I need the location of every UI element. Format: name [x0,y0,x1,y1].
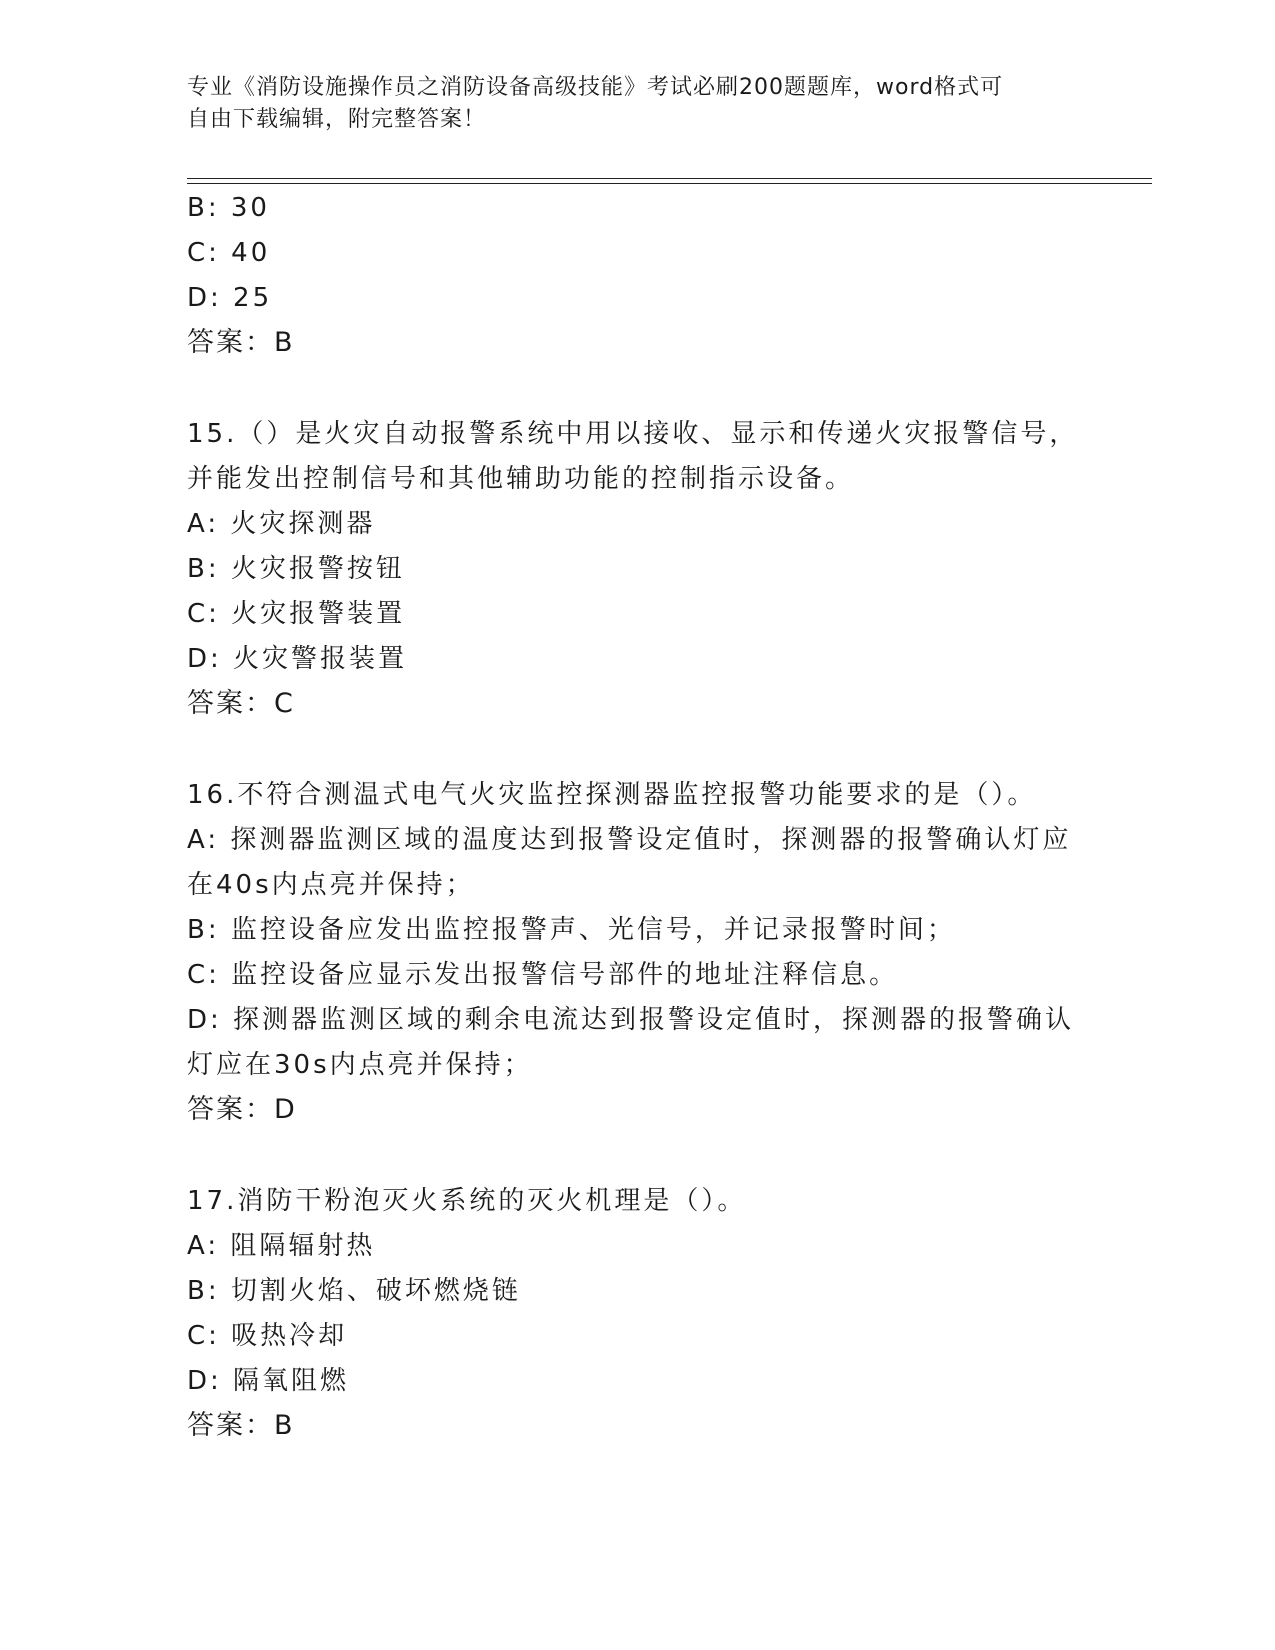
q16-option-b: B: 监控设备应发出监控报警声、光信号，并记录报警时间； [187,915,956,945]
header-line-1: 专业《消防设施操作员之消防设备高级技能》考试必刷200题题库，word格式可 [187,75,1004,100]
prev-answer: 答案：B [187,327,295,358]
q15-answer: 答案：C [187,688,295,719]
q16-option-d-line-1: D: 探测器监测区域的剩余电流达到报警设定值时，探测器的报警确认 [187,1005,1075,1035]
q17-option-c: C: 吸热冷却 [187,1321,348,1351]
q16-option-a-line-1: A: 探测器监测区域的温度达到报警设定值时，探测器的报警确认灯应 [187,825,1072,855]
q16-text: 16.不符合测温式电气火灾监控探测器监控报警功能要求的是（）。 [187,780,1037,810]
header-divider-top [187,178,1152,179]
q15-option-d: D: 火灾警报装置 [187,644,408,674]
q15-text-line-2: 并能发出控制信号和其他辅助功能的控制指示设备。 [187,464,855,494]
prev-option-c: C: 40 [187,238,271,268]
q17-option-a: A: 阻隔辐射热 [187,1231,376,1261]
q15-text-line-1: 15.（）是火灾自动报警系统中用以接收、显示和传递火灾报警信号， [187,419,1079,449]
q16-option-d-line-2: 灯应在30s内点亮并保持； [187,1050,533,1080]
q16-option-c: C: 监控设备应显示发出报警信号部件的地址注释信息。 [187,960,899,990]
prev-option-b: B: 30 [187,193,270,223]
q17-option-b: B: 切割火焰、破坏燃烧链 [187,1276,521,1306]
document-header [187,72,1067,136]
q16-answer: 答案：D [187,1094,297,1125]
q17-text: 17.消防干粉泡灭火系统的灭火机理是（）。 [187,1186,747,1216]
q17-option-d: D: 隔氧阻燃 [187,1366,350,1396]
q16-option-a-line-2: 在40s内点亮并保持； [187,870,475,900]
prev-option-d: D: 25 [187,283,273,313]
q17-answer: 答案：B [187,1410,295,1441]
q15-option-c: C: 火灾报警装置 [187,599,406,629]
header-divider-bottom [187,183,1152,184]
q15-option-b: B: 火灾报警按钮 [187,554,405,584]
header-line-2: 自由下载编辑，附完整答案！ [187,107,487,132]
q15-option-a: A: 火灾探测器 [187,509,376,539]
